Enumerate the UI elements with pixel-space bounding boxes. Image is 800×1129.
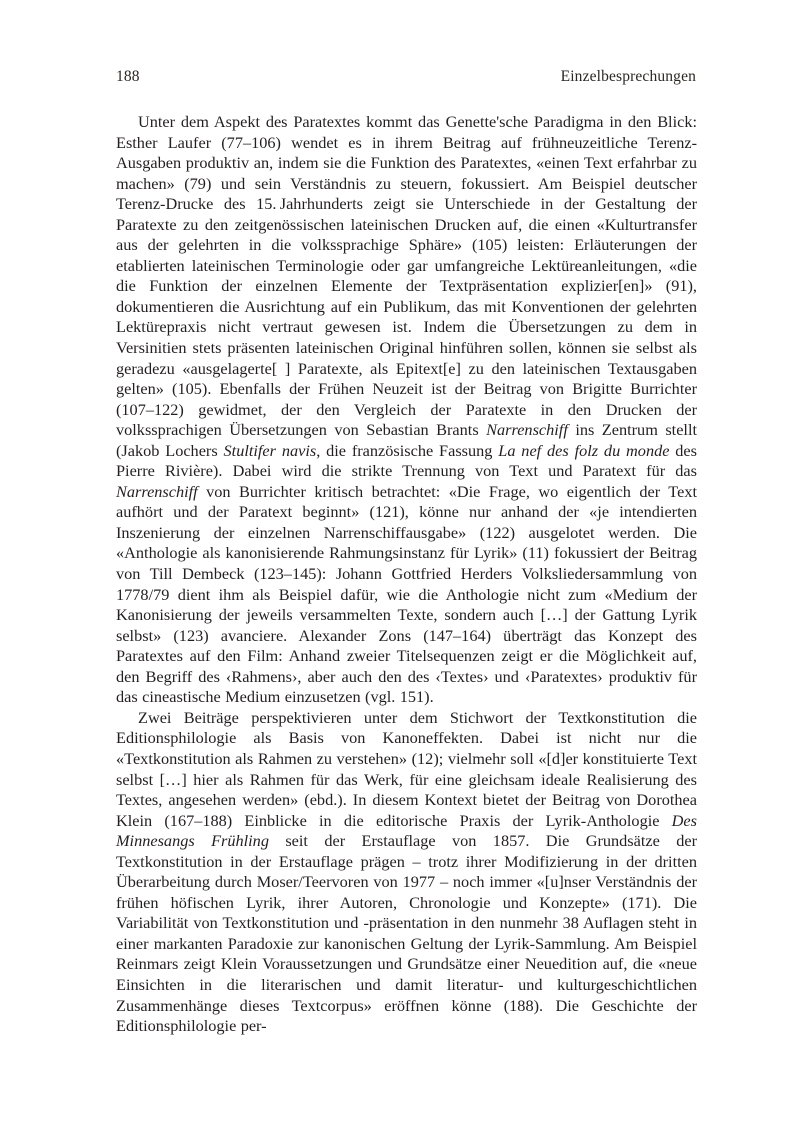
work-title-italic: La nef des folz du monde (498, 440, 670, 460)
running-head (116, 68, 696, 86)
work-title-italic: Narrenschiff (486, 420, 568, 440)
paragraph-paratext: Unter dem Aspekt des Paratextes kommt das Genette'sche Paradigma in den Blick: Esther Laufer (77–106) wendet es in ihrem Beitrag auf frühneuzeitliche Terenz-Ausgaben produktiv an, indem sie die Funktion des Paratextes, «einen Text erfahrbar zu machen» (79) und sein Verständnis zu steuern, fokussiert. Am Beispiel deutscher Terenz-Drucke des 15. Jahrhunderts zeigt sie Unterschiede in der Gestaltung der Paratexte zu den zeitgenössischen lateinischen Drucken auf, die einen «Kulturtransfer aus der gelehrten in die volkssprachige Sphäre» (105) leisten: Erläuterungen der etablierten lateinischen Terminologie oder gar umfangreiche Lektüreanleitungen, «die die Funktion der einzelnen Elemente der Textpräsentation explizier[en]» (91), dokumentieren die Ausrichtung auf ein Publikum, das mit Konventionen der gelehrten Lektürepraxis nicht vertraut gewesen ist. Indem die Übersetzungen zu dem in Versinitien stets präsenten lateinischen Original hinführen sollen, können sie selbst als geradezu «ausgelagerte[ ] Paratexte, als Epitext[e] zu den lateinischen Textausgaben gelten» (105). Ebenfalls der Frühen Neuzeit ist der Beitrag von Brigitte Burrichter (107–122) gewidmet, der den Vergleich der Paratexte in den Drucken der volkssprachigen Übersetzungen von Sebastian Brants Narrenschiff ins Zentrum stellt (Jakob Lochers Stultifer navis, die französische Fassung La nef des folz du monde des Pierre Rivière). Dabei wird die strikte Trennung von Text und Paratext für das Narrenschiff von Burrichter kritisch betrachtet: «Die Frage, wo eigentlich der Text aufhört und der Paratext beginnt» (121), könne nur anhand der «je intendierten Inszenierung der einzelnen Narrenschiffausgabe» (122) ausgelotet werden. Die «Anthologie als kanonisierende Rahmungsinstanz für Lyrik» (11) fokussiert der Beitrag von Till Dembeck (123–145): Johann Gottfried Herders Volksliedersammlung von 1778/79 dient ihm als Beispiel dafür, wie die Anthologie nicht zum «Medium der Kanonisierung der jeweils versammelten Texte, sondern auch […] der Gattung Lyrik selbst» (123) avanciere. Alexander Zons (147–164) überträgt das Konzept des Paratextes auf den Film: Anhand zweier Titelsequenzen zeigt er die Möglichkeit auf, den Begriff des ‹Rahmens›, aber auch den des ‹Textes› und ‹Paratextes› produktiv für das cineastische Medium einzusetzen (vgl. 151). (116, 112, 697, 707)
work-title-italic: Stultifer navis (223, 440, 317, 460)
page-number: 188 (116, 68, 140, 85)
paragraph-textkonstitution: Zwei Beiträge perspektivieren unter dem Stichwort der Textkonstitution die Editionsphilologie als Basis von Kanoneffekten. Dabei ist nicht nur die «Textkonstitution als Rahmen zu verstehen» (12); vielmehr soll «[d]er konstituierte Text selbst […] hier als Rahmen für das Werk, für eine gleichsam ideale Realisierung des Textes, angesehen werden» (ebd.). In diesem Kontext bietet der Beitrag von Dorothea Klein (167–188) Einblicke in die editorische Praxis der Lyrik-Anthologie Des Minnesangs Frühling seit der Erstauflage von 1857. Die Grundsätze der Textkonstitution in der Erstauflage prägen – trotz ihrer Modifizierung in der dritten Überarbeitung durch Moser/Teervoren von 1977 – noch immer «[u]nser Verständnis der frühen höfischen Lyrik, ihrer Autoren, Chronologie und Konzepte» (171). Die Variabilität von Textkonstitution und -präsentation in den nunmehr 38 Auflagen steht in einer markanten Paradoxie zur kanonischen Geltung der Lyrik-Sammlung. Am Beispiel Reinmars zeigt Klein Voraussetzungen und Grundsätze einer Neuedition auf, die «neue Einsichten in die literarischen und damit literatur- und kulturgeschichtlichen Zusammenhänge dieses Textcorpus» eröffnen könne (188). Die Geschichte der Editionsphilologie per- (116, 707, 697, 1036)
running-head-title: Einzelbesprechungen (560, 68, 696, 85)
work-title-italic: Des Minnesangs Frühling (116, 810, 697, 851)
body-text-block (116, 112, 697, 1037)
work-title-italic: Narrenschiff (116, 481, 198, 501)
